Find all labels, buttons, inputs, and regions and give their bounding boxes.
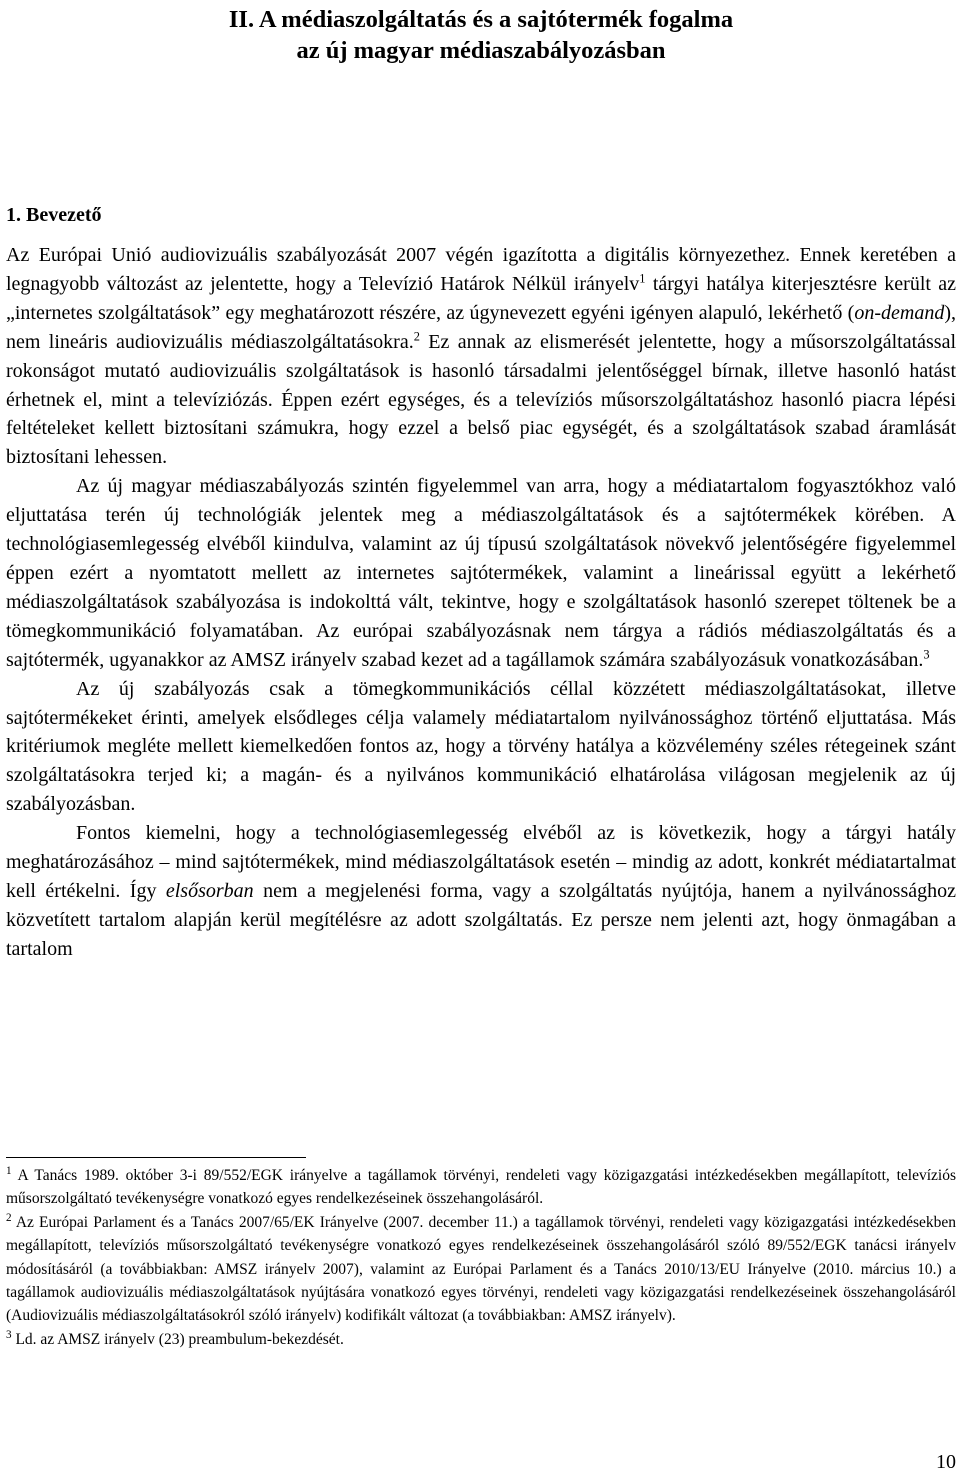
body-text <box>6 241 956 964</box>
page-title-line-1: II. A médiaszolgáltatás és a sajtótermék fogalma <box>228 6 734 33</box>
footnote-ref-2[interactable]: 2 <box>413 329 420 344</box>
footnote-2: $^2$ Az Európai Parlament és a Tanács 2007/65/EK Irányelve (2007. december 11.) a tagállamok törvényi, rendeleti vagy közigazgatási intézkedésekben megállapított, televíziós műsorszolgáltató tevékenységre vonatkozó egyes rendelkezéseinek összehangolásáról szóló 89/552/EGK tanácsi irányelv módosításáról (a továbbiakban: AMSZ irányelv 2007), valamint az Európai Parlament és a Tanács 2010/13/EU Irányelve (2010. március 10.) a tagállamok audiovizuális médiaszolgáltatások nyújtására vonatkozó egyes törvényi, rendeleti vagy közigazgatási rendelkezéseinek összehangolásáról (Audiovizuális médiaszolgáltatásokról szóló irányelv) kodifikált változat (a továbbiakban: AMSZ irányelv). <box>6 1211 956 1325</box>
paragraph-2: Az új magyar médiaszabályozás szintén figyelemmel van arra, hogy a médiatartalom fogyasztókhoz való eljuttatása terén új technológiák jelentek meg a médiaszolgáltatások és a sajtótermékek körében. A technológiasemlegesség elvéből kiindulva, valamint az új típusú szolgáltatások növekvő jelentőségére figyelemmel éppen ezért a nyomtatott mellett az internetes sajtótermékek, valamint a lineárissal együtt a lekérhető médiaszolgáltatások szabályozása is indokolttá vált, tekintve, hogy e szolgáltatások hasonló szerepet töltenek be a tömegkommunikáció folyamatában. Az európai szabályozásnak nem tárgya a rádiós médiaszolgáltatás és a sajtótermék, ugyanakkor az AMSZ irányelv szabad kezet ad a tagállamok számára szabályozásuk vonatkozásában.$^3$ <box>6 475 956 671</box>
page-number: 10 <box>936 1451 956 1473</box>
page-title-line-2: az új magyar médiaszabályozásban <box>296 37 666 64</box>
footnote-3: $^3$ Ld. az AMSZ irányelv (23) preambulum-bekezdését. <box>6 1328 344 1348</box>
footnotes <box>6 1164 956 1351</box>
footnote-separator <box>6 1157 306 1158</box>
document-page <box>6 0 957 1473</box>
footnote-number: 1 <box>6 1164 12 1177</box>
footnote-number: 3 <box>6 1328 12 1341</box>
paragraph-1: Az Európai Unió audiovizuális szabályozását 2007 végén igazította a digitális környezethez. Ennek keretében a legnagyobb változást az jelentette, hogy a Televízió Határok Nélkül irányelv$^1$ tárgyi hatálya kiterjesztésre került az „internetes szolgáltatások” egy meghatározott részére, az úgynevezett egyéni igényen alapuló, lekérhető (on-demand), nem lineáris audiovizuális médiaszolgáltatásokra.$^2$ Ez annak az elismerését jelentette, hogy a műsorszolgáltatással rokonságot mutató audiovizuális szolgáltatások is hasonló társadalmi jelentőséggel bírnak, illetve hasonló hatást érhetnek el, mint a televíziózás. Éppen ezért egységes, és a televíziós műsorszolgáltatáshoz hasonló piacra lépési feltételeket kellett biztosítani számukra, hogy ezzel a belső piac egységét, és a szolgáltatások szabad áramlását biztosítani lehessen. <box>6 244 957 469</box>
footnote-number: 2 <box>6 1211 12 1224</box>
footnote-ref-1[interactable]: 1 <box>639 271 646 286</box>
footnote-1: $^1$ A Tanács 1989. október 3-i 89/552/EGK irányelve a tagállamok törvényi, rendeleti vagy közigazgatási intézkedésekben megállapított, televíziós műsorszolgáltató tevékenységre vonatkozó egyes rendelkezéseinek összehangolásáról. <box>6 1164 956 1208</box>
paragraph-3: Az új szabályozás csak a tömegkommunikációs céllal közzétett médiaszolgáltatásokat, illetve sajtótermékeket érinti, amelyek elsődleges célja valamely médiatartalom nyilvánossághoz történő eljuttatása. Más kritériumok megléte mellett kiemelkedően fontos az, hogy a törvény hatálya a közvélemény széles rétegeinek szánt szolgáltatásokra terjed ki; a magán- és a nyilvános kommunikáció elhatárolása világosan megjelenik az új szabályozásban. <box>6 677 956 816</box>
section-heading: 1. Bevezető <box>6 204 102 226</box>
page-title <box>6 4 956 66</box>
paragraph-4: Fontos kiemelni, hogy a technológiasemlegesség elvéből az is következik, hogy a tárgyi hatály meghatározásához – mind sajtótermékek, mind médiaszolgáltatások esetén – mindig az adott, konkrét médiatartalmat kell értékelni. Így elsősorban nem a megjelenési forma, vagy a szolgáltatás nyújtója, hanem a nyilvánossághoz közvetített tartalom alapján kerül megítélésre az adott szolgáltatás. Ez persze nem jelenti azt, hogy önmagában a tartalom <box>6 822 956 960</box>
footnote-ref-3[interactable]: 3 <box>923 647 930 662</box>
